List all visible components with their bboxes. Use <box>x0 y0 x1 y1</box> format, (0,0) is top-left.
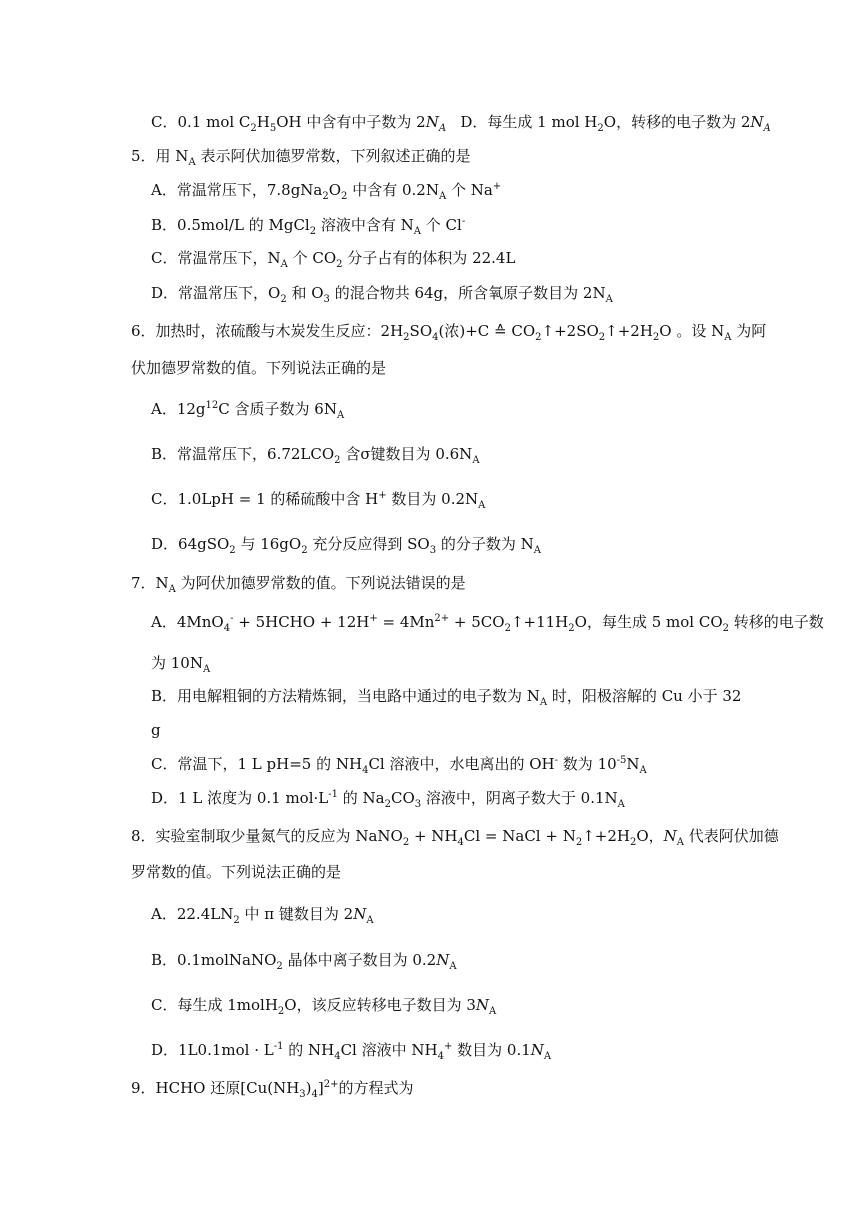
q4-option-c-d: C．0.1 mol $C_2H_5OH$ 中含有中子数为 $2N_A$ D．每生成 1 mol $H_2O$，转移的电子数为 $2N_A$ <box>151 113 771 134</box>
q7-option-b: B．用电解粗铜的方法精炼铜，当电路中通过的电子数为 $N_A$ 时，阳极溶解的 Cu 小于 32 <box>151 687 742 708</box>
q8-option-d: D．$1L0.1mol \cdot L^{-1}$ 的 $NH_4Cl$ 溶液中 $NH_4^+$ 数目为 $0.1N_A$ <box>151 1041 552 1062</box>
q7-option-a-cont: 为 $10N_A$ <box>151 654 211 675</box>
q7-stem: 7．$N_A$ 为阿伏加德罗常数的值。下列说法错误的是 <box>131 574 466 595</box>
q7-option-b-cont: g <box>151 721 161 739</box>
q7-option-d: D．1 L 浓度为 0.1 $mol\cdot L^{-1}$ 的 $Na_2CO_3$ 溶液中，阴离子数大于 $0.1N_A$ <box>151 789 625 810</box>
q8-option-a: A．$22.4LN_2$ 中 π 键数目为 $2N_A$ <box>151 905 374 926</box>
q7-option-a: A．4MnO$_4$- + 5HCHO + $12H^+ = 4Mn^{2+}$ + $5CO_2↑+11H_2O$，每生成 5 mol $CO_2$ 转移的电子数 <box>151 613 824 634</box>
q6-stem-cont: 伏加德罗常数的值。下列说法正确的是 <box>131 359 387 377</box>
q7-option-c: C．常温下，1 L pH=5 的 $NH_4Cl$ 溶液中，水电离出的 OH- 数为 $10^{-5}N_A$ <box>151 755 647 776</box>
q5-option-d: D．常温常压下，$O_2$ 和 $O_3$ 的混合物共 64g，所含氧原子数目为 $2N_A$ <box>151 284 613 305</box>
q6-option-b: B．常温常压下，$6.72LCO_2$ 含σ键数目为 $0.6N_A$ <box>151 445 480 466</box>
q8-stem: 8．实验室制取少量氮气的反应为 NaNO$_2$ + $NH_4Cl$ = NaCl + $N_2↑+2H_2O$，$N_A$ 代表阿伏加德 <box>131 827 779 848</box>
q8-option-c: C．每生成 1molH$_2$O，该反应转移电子数目为 $3N_A$ <box>151 996 497 1017</box>
q5-option-b: B．0.5mol/L 的 MgCl$_2$ 溶液中含有 $N_A$ 个 Cl- <box>151 216 466 237</box>
q8-option-b: B．0.1molNaNO$_2$ 晶体中离子数目为 $0.2N_A$ <box>151 951 457 972</box>
q5-stem: 5．用 $N_A$ 表示阿伏加德罗常数，下列叙述正确的是 <box>131 147 471 168</box>
q6-option-a: A．$12g^{12}C$ 含质子数为 $6N_A$ <box>151 400 345 421</box>
q5-option-c: C．常温常压下，$N_A$ 个 $CO_2$ 分子占有的体积为 22.4L <box>151 249 516 270</box>
q9-stem: 9．HCHO 还原$[Cu(NH_3)_4]^{2+}$的方程式为 <box>131 1079 414 1100</box>
q6-option-c: C．1.0LpH = 1 的稀硫酸中含 H+ 数目为 $0.2N_A$ <box>151 490 486 511</box>
q6-stem: 6．加热时，浓硫酸与木炭发生反应：$2H_2SO_4$(浓)+C ≙ $CO_2↑+2SO_2↑+2H_2O$ 。设 $N_A$ 为阿 <box>131 322 767 343</box>
q6-option-d: D．64gSO$_2$ 与 $16gO_2$ 充分反应得到 $SO_3$ 的分子数为 $N_A$ <box>151 535 541 556</box>
q8-stem-cont: 罗常数的值。下列说法正确的是 <box>131 863 342 881</box>
q5-option-a: A．常温常压下，$7.8gNa_2O_2$ 中含有 $0.2N_A$ 个 Na+ <box>151 181 502 202</box>
